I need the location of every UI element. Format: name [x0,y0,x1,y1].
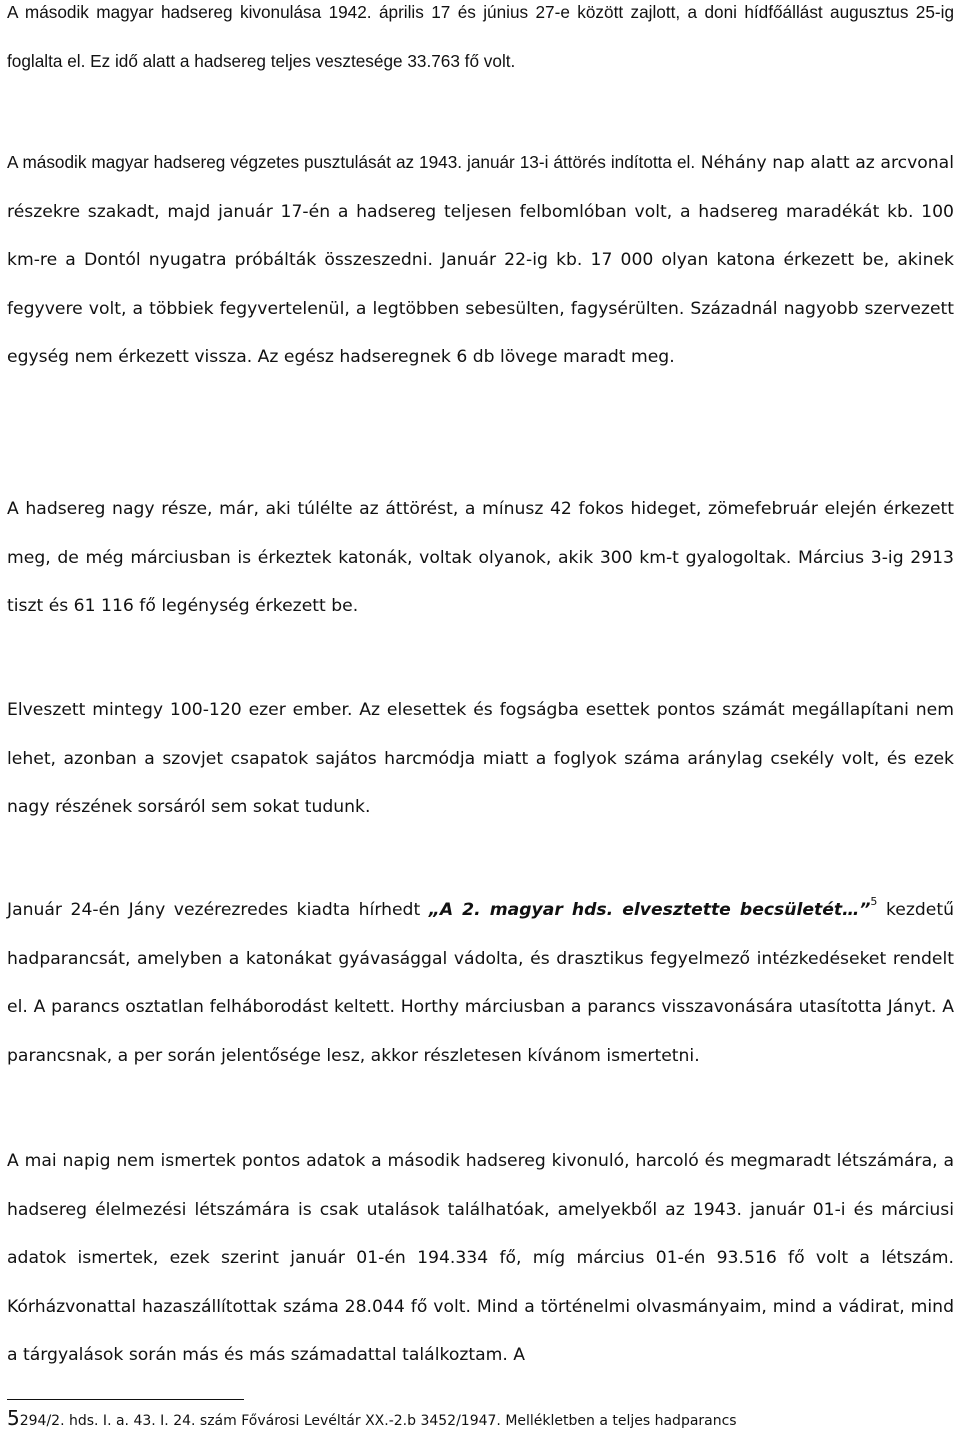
paragraph-6-text: A mai napig nem ismertek pontos adatok a második hadsereg kivonuló, harcoló és megmaradt létszámára, a hadsereg élelmezési létszámára is csak utalások találhatóak, amelyekből az 1943. január 01-i és márciusi adatok ismertek, ezek szerint január 01-én 194.334 fő, míg március 01-én 93.516 fő volt a létszám. Kórházvonattal hazaszállítottak száma 28.044 fő volt. Mind a történelmi olvasmányaim, mind a vádirat, mind a tárgyalások során más és más számadattal találkoztam. A [7,1151,954,1365]
paragraph-4-text: Elveszett mintegy 100-120 ezer ember. Az elesettek és fogságba esettek pontos számát megállapítani nem lehet, azonban a szovjet csapatok sajátos harcmódja miatt a foglyok száma aránylag csekély volt, és ezek nagy részének sorsáról sem sokat tudunk. [7,700,954,817]
paragraph-3-text: A hadsereg nagy része, már, aki túlélte az áttörést, a mínusz 42 fokos hideget, zömefebruár elején érkezett meg, de még márciusban is érkeztek katonák, voltak olyanok, akik 300 km-t gyalogoltak. Március 3-ig 2913 tiszt és 61 116 fő legénység érkezett be. [7,499,954,616]
paragraph-5 [7,886,954,1080]
footnote-reference[interactable]: 5 [870,895,878,908]
paragraph-6 [7,1137,954,1380]
paragraph-5-before: Január 24-én Jány vezérezredes kiadta hírhedt [7,900,429,920]
paragraph-1-text: A második magyar hadsereg kivonulása 1942. április 17 és június 27-e között zajlott, a doni hídfőállást augusztus 25-ig foglalta el. Ez idő alatt a hadsereg teljes vesztesége 33.763 fő volt. [7,2,954,71]
paragraph-2-rest: Néhány nap alatt az arcvonal részekre szakadt, majd január 17-én a hadsereg teljesen felbomlóban volt, a hadsereg maradékát kb. 100 km-re a Dontól nyugatra próbálták összeszedni. Január 22-ig kb. 17 000 olyan katona érkezett be, akinek fegyvere volt, a többiek fegyvertelenül, a legtöbben sebesülten, fagysérülten. Századnál nagyobb szervezett egység nem érkezett vissza. Az egész hadseregnek 6 db lövege maradt meg. [7,153,954,367]
paragraph-1 [7,0,954,85]
paragraph-4 [7,686,954,832]
footnote-separator [7,1399,244,1400]
order-quote: „A 2. magyar hds. elvesztette becsületét…” [428,900,871,920]
paragraph-5-after: kezdetű hadparancsát, amelyben a katonákat gyávasággal vádolta, és drasztikus fegyelmező intézkedéseket rendelt el. A parancs osztatlan felháborodást keltett. Horthy márciusban a parancs visszavonására utasította Jányt. A parancsnak, a per során jelentősége lesz, akkor részletesen kívánom ismertetni. [7,900,954,1066]
paragraph-2-first-sentence: A második magyar hadsereg végzetes pusztulását az 1943. január 13-i áttörés indította el. [7,152,696,172]
footnote [7,1405,954,1434]
footnote-number: 5 [7,1406,20,1430]
paragraph-3 [7,485,954,631]
paragraph-2 [7,138,954,382]
footnote-text: 294/2. hds. I. a. 43. I. 24. szám Fővárosi Levéltár XX.-2.b 3452/1947. Mellékletben a teljes hadparancs [19,1413,737,1429]
